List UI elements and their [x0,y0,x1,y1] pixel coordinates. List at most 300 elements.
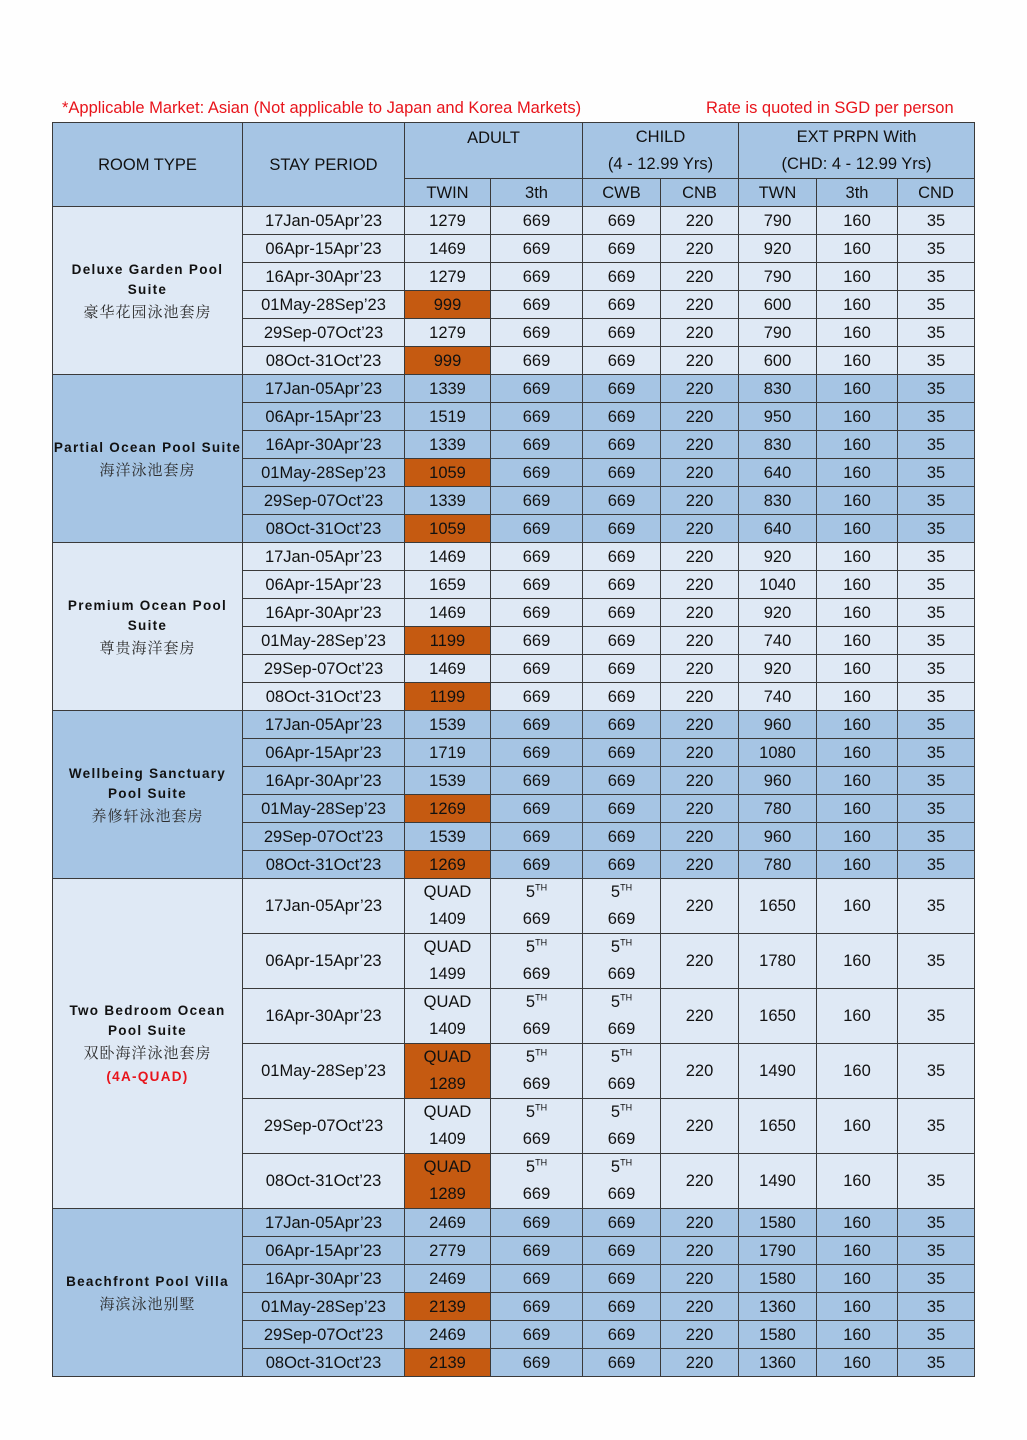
table-row [53,711,975,739]
ext-twn-cell: 950 [739,403,817,431]
cwb-rate-cell [583,934,661,989]
ext-cnd-cell: 35 [898,207,975,235]
twin-rate-cell: 1339 [405,487,491,515]
ext-twn-cell: 1490 [739,1154,817,1209]
ext-twn-cell: 740 [739,683,817,711]
ext-cnd-cell: 35 [898,851,975,879]
cwb-rate-cell: 669 [583,431,661,459]
cnb-rate-cell: 220 [661,431,739,459]
header-child-label: CHILD [635,127,686,146]
fifth-rate: 669 [607,965,636,983]
header-twin: TWIN [405,179,491,207]
cwb-rate-cell: 669 [583,655,661,683]
third-rate-cell: 669 [491,263,583,291]
ext-twn-cell: 1040 [739,571,817,599]
ext-third-cell: 160 [817,1321,898,1349]
twin-rate-cell: 1339 [405,431,491,459]
fifth-suffix: TH [535,937,548,948]
fifth-suffix: TH [620,937,633,948]
stay-period-cell: 06Apr-15Apr’23 [243,1237,405,1265]
cnb-rate-cell: 220 [661,1265,739,1293]
third-rate-cell: 669 [491,683,583,711]
stay-period-cell: 01May-28Sep’23 [243,1044,405,1099]
ext-third-cell: 160 [817,375,898,403]
twin-rate-cell: 1199 [405,627,491,655]
cwb-rate-cell: 669 [583,347,661,375]
header-room-type: ROOM TYPE [53,123,243,207]
cwb-rate-cell: 669 [583,319,661,347]
quad-label: QUAD [423,938,472,956]
ext-twn-cell: 1360 [739,1293,817,1321]
stay-period-cell: 08Oct-31Oct’23 [243,683,405,711]
ext-third-cell: 160 [817,235,898,263]
quad-rate: 1499 [429,965,466,983]
stay-period-cell: 17Jan-05Apr’23 [243,207,405,235]
third-rate-cell: 669 [491,711,583,739]
ext-cnd-cell: 35 [898,1293,975,1321]
third-rate-cell: 669 [491,571,583,599]
cwb-rate-cell: 669 [583,599,661,627]
fifth-suffix: TH [620,992,633,1003]
ext-third-cell: 160 [817,319,898,347]
fifth-label [583,1044,660,1071]
cwb-rate-cell: 669 [583,851,661,879]
third-rate-cell [491,934,583,989]
table-row [53,1209,975,1237]
ext-cnd-cell: 35 [898,319,975,347]
ext-twn-cell: 1790 [739,1237,817,1265]
cwb-rate-cell: 669 [583,487,661,515]
stay-period-cell: 17Jan-05Apr’23 [243,543,405,571]
fifth-number: 5 [525,1158,536,1176]
ext-twn-cell: 740 [739,627,817,655]
fifth-suffix: TH [535,882,548,893]
cnb-rate-cell: 220 [661,1044,739,1099]
fifth-number: 5 [525,938,536,956]
fifth-suffix: TH [620,1157,633,1168]
ext-cnd-cell: 35 [898,934,975,989]
stay-period-cell: 29Sep-07Oct’23 [243,319,405,347]
stay-period-cell: 06Apr-15Apr’23 [243,934,405,989]
ext-twn-cell: 790 [739,319,817,347]
ext-twn-cell: 790 [739,207,817,235]
cnb-rate-cell: 220 [661,711,739,739]
twin-rate-cell: 1339 [405,375,491,403]
table-row [53,543,975,571]
quad-label: QUAD [423,883,472,901]
cnb-rate-cell: 220 [661,263,739,291]
fifth-rate: 669 [607,1020,636,1038]
room-type-cell [53,879,243,1209]
third-rate-cell: 669 [491,319,583,347]
room-type-cell [53,375,243,543]
ext-third-cell: 160 [817,823,898,851]
stay-period-cell: 01May-28Sep’23 [243,1293,405,1321]
fifth-suffix: TH [535,1047,548,1058]
fifth-label [583,879,660,906]
stay-period-cell: 16Apr-30Apr’23 [243,1265,405,1293]
header-child [583,123,739,179]
fifth-rate: 669 [522,1185,551,1203]
fifth-number: 5 [610,993,621,1011]
ext-cnd-cell: 35 [898,1154,975,1209]
ext-cnd-cell: 35 [898,403,975,431]
third-rate-cell: 669 [491,627,583,655]
ext-third-cell: 160 [817,207,898,235]
cnb-rate-cell: 220 [661,515,739,543]
stay-period-cell: 08Oct-31Oct’23 [243,1349,405,1377]
cwb-rate-cell: 669 [583,711,661,739]
fifth-suffix: TH [620,1102,633,1113]
ext-twn-cell: 600 [739,291,817,319]
stay-period-cell: 08Oct-31Oct’23 [243,515,405,543]
stay-period-cell: 29Sep-07Oct’23 [243,1321,405,1349]
ext-twn-cell: 790 [739,263,817,291]
ext-twn-cell: 960 [739,823,817,851]
twin-rate-cell: 1279 [405,319,491,347]
twin-rate-cell [405,1154,491,1209]
cwb-rate-cell [583,1099,661,1154]
room-type-cell [53,1209,243,1377]
ext-cnd-cell: 35 [898,739,975,767]
table-row [53,879,975,934]
third-rate-cell: 669 [491,851,583,879]
room-name-en: Partial Ocean Pool Suite [53,439,242,455]
room-type-cell [53,711,243,879]
twin-rate-cell [405,934,491,989]
third-rate-cell [491,1099,583,1154]
rate-table [52,122,975,1377]
header-child-age: (4 - 12.99 Yrs) [607,154,714,173]
stay-period-cell: 08Oct-31Oct’23 [243,1154,405,1209]
ext-third-cell: 160 [817,851,898,879]
stay-period-cell: 29Sep-07Oct’23 [243,823,405,851]
quad-label: QUAD [423,1103,472,1121]
twin-rate-cell: 1279 [405,263,491,291]
third-rate-cell [491,1154,583,1209]
cnb-rate-cell: 220 [661,795,739,823]
fifth-number: 5 [525,1103,536,1121]
ext-cnd-cell: 35 [898,375,975,403]
ext-twn-cell: 640 [739,515,817,543]
third-rate-cell: 669 [491,767,583,795]
ext-twn-cell: 830 [739,431,817,459]
header-twn: TWN [739,179,817,207]
ext-cnd-cell: 35 [898,459,975,487]
stay-period-cell: 16Apr-30Apr’23 [243,431,405,459]
third-rate-cell: 669 [491,599,583,627]
cnb-rate-cell: 220 [661,934,739,989]
ext-twn-cell: 920 [739,599,817,627]
twin-rate-cell: 2469 [405,1209,491,1237]
fifth-number: 5 [525,1048,536,1066]
header-stay-period: STAY PERIOD [243,123,405,207]
third-rate-cell: 669 [491,1293,583,1321]
ext-third-cell: 160 [817,767,898,795]
ext-third-cell: 160 [817,627,898,655]
ext-twn-cell: 780 [739,851,817,879]
twin-rate-cell: 1539 [405,823,491,851]
fifth-number: 5 [610,1158,621,1176]
cwb-rate-cell: 669 [583,375,661,403]
twin-rate-cell: 999 [405,291,491,319]
ext-twn-cell: 1360 [739,1349,817,1377]
stay-period-cell: 08Oct-31Oct’23 [243,851,405,879]
ext-twn-cell: 1580 [739,1265,817,1293]
stay-period-cell: 08Oct-31Oct’23 [243,347,405,375]
cnb-rate-cell: 220 [661,739,739,767]
ext-third-cell: 160 [817,1099,898,1154]
cnb-rate-cell: 220 [661,1209,739,1237]
ext-third-cell: 160 [817,655,898,683]
stay-period-cell: 01May-28Sep’23 [243,627,405,655]
fifth-rate: 669 [522,1075,551,1093]
cnb-rate-cell: 220 [661,543,739,571]
cnb-rate-cell: 220 [661,291,739,319]
ext-third-cell: 160 [817,683,898,711]
header-ext-label: EXT PRPN With [796,127,917,146]
ext-twn-cell: 960 [739,711,817,739]
room-name-en: Premium Ocean Pool Suite [67,597,228,633]
cnb-rate-cell: 220 [661,1237,739,1265]
ext-cnd-cell: 35 [898,487,975,515]
stay-period-cell: 29Sep-07Oct’23 [243,655,405,683]
fifth-suffix: TH [535,1102,548,1113]
cnb-rate-cell: 220 [661,207,739,235]
stay-period-cell: 17Jan-05Apr’23 [243,711,405,739]
cnb-rate-cell: 220 [661,1293,739,1321]
ext-third-cell: 160 [817,1154,898,1209]
room-name-zh: 养修轩泳池套房 [91,806,204,825]
fifth-suffix: TH [535,1157,548,1168]
fifth-rate: 669 [522,1020,551,1038]
ext-cnd-cell: 35 [898,1265,975,1293]
fifth-label [583,989,660,1016]
ext-third-cell: 160 [817,934,898,989]
ext-cnd-cell: 35 [898,823,975,851]
ext-cnd-cell: 35 [898,571,975,599]
cwb-rate-cell: 669 [583,291,661,319]
cwb-rate-cell: 669 [583,515,661,543]
ext-cnd-cell: 35 [898,655,975,683]
twin-rate-cell: 2469 [405,1321,491,1349]
stay-period-cell: 17Jan-05Apr’23 [243,879,405,934]
header-cwb: CWB [583,179,661,207]
cwb-rate-cell: 669 [583,1265,661,1293]
stay-period-cell: 16Apr-30Apr’23 [243,767,405,795]
cwb-rate-cell: 669 [583,571,661,599]
fifth-number: 5 [610,1103,621,1121]
twin-rate-cell: 1659 [405,571,491,599]
header-ext-age: (CHD: 4 - 12.99 Yrs) [781,154,932,173]
ext-twn-cell: 920 [739,655,817,683]
room-name-en: Two Bedroom Ocean Pool Suite [69,1002,226,1038]
fifth-number: 5 [525,883,536,901]
ext-third-cell: 160 [817,403,898,431]
fifth-rate: 669 [607,1185,636,1203]
ext-cnd-cell: 35 [898,683,975,711]
ext-cnd-cell: 35 [898,599,975,627]
third-rate-cell: 669 [491,543,583,571]
fifth-rate: 669 [607,1075,636,1093]
stay-period-cell: 29Sep-07Oct’23 [243,487,405,515]
cnb-rate-cell: 220 [661,1321,739,1349]
twin-rate-cell: 1269 [405,795,491,823]
stay-period-cell: 01May-28Sep’23 [243,459,405,487]
twin-rate-cell: 1199 [405,683,491,711]
cwb-rate-cell: 669 [583,543,661,571]
cnb-rate-cell: 220 [661,767,739,795]
third-rate-cell: 669 [491,431,583,459]
cwb-rate-cell: 669 [583,627,661,655]
ext-twn-cell: 780 [739,795,817,823]
table-row [53,375,975,403]
ext-third-cell: 160 [817,459,898,487]
twin-rate-cell: 1539 [405,711,491,739]
fifth-suffix: TH [535,992,548,1003]
ext-cnd-cell: 35 [898,989,975,1044]
cnb-rate-cell: 220 [661,1154,739,1209]
cnb-rate-cell: 220 [661,459,739,487]
cwb-rate-cell: 669 [583,263,661,291]
cwb-rate-cell: 669 [583,823,661,851]
quad-rate: 1289 [429,1075,466,1093]
cwb-rate-cell [583,989,661,1044]
ext-third-cell: 160 [817,487,898,515]
third-rate-cell: 669 [491,515,583,543]
cnb-rate-cell: 220 [661,655,739,683]
twin-rate-cell: 1469 [405,543,491,571]
quad-label: QUAD [423,1048,472,1066]
ext-cnd-cell: 35 [898,627,975,655]
room-name-en: Deluxe Garden Pool Suite [71,261,224,297]
market-note: *Applicable Market: Asian (Not applicable to Japan and Korea Markets) [62,99,582,117]
cwb-rate-cell [583,879,661,934]
stay-period-cell: 01May-28Sep’23 [243,795,405,823]
ext-cnd-cell: 35 [898,291,975,319]
cnb-rate-cell: 220 [661,403,739,431]
stay-period-cell: 16Apr-30Apr’23 [243,989,405,1044]
twin-rate-cell: 1469 [405,235,491,263]
cwb-rate-cell: 669 [583,1237,661,1265]
third-rate-cell: 669 [491,375,583,403]
stay-period-cell: 16Apr-30Apr’23 [243,599,405,627]
fifth-label [491,934,582,961]
room-name-zh: 豪华花园泳池套房 [83,302,212,321]
third-rate-cell: 669 [491,403,583,431]
fifth-label [491,879,582,906]
ext-cnd-cell: 35 [898,767,975,795]
ext-third-cell: 160 [817,1209,898,1237]
cwb-rate-cell: 669 [583,1293,661,1321]
header-cnb: CNB [661,179,739,207]
stay-period-cell: 16Apr-30Apr’23 [243,263,405,291]
twin-rate-cell [405,1099,491,1154]
cwb-rate-cell: 669 [583,767,661,795]
quad-rate: 1409 [429,1130,466,1148]
ext-cnd-cell: 35 [898,347,975,375]
ext-twn-cell: 830 [739,375,817,403]
ext-cnd-cell: 35 [898,1044,975,1099]
ext-twn-cell: 600 [739,347,817,375]
third-rate-cell [491,1044,583,1099]
cwb-rate-cell [583,1044,661,1099]
room-name-zh: 双卧海洋泳池套房 [83,1043,212,1062]
third-rate-cell: 669 [491,795,583,823]
ext-twn-cell: 1650 [739,879,817,934]
stay-period-cell: 01May-28Sep’23 [243,291,405,319]
third-rate-cell: 669 [491,1237,583,1265]
fifth-rate: 669 [607,1130,636,1148]
third-rate-cell: 669 [491,207,583,235]
fifth-rate: 669 [607,910,636,928]
ext-third-cell: 160 [817,1349,898,1377]
twin-rate-cell: 1269 [405,851,491,879]
stay-period-cell: 06Apr-15Apr’23 [243,403,405,431]
header-ext [739,123,975,179]
cnb-rate-cell: 220 [661,235,739,263]
third-rate-cell: 669 [491,1265,583,1293]
fifth-label [583,1099,660,1126]
ext-third-cell: 160 [817,263,898,291]
ext-third-cell: 160 [817,515,898,543]
cnb-rate-cell: 220 [661,823,739,851]
third-rate-cell: 669 [491,347,583,375]
ext-third-cell: 160 [817,599,898,627]
twin-rate-cell: 2779 [405,1237,491,1265]
cwb-rate-cell: 669 [583,1209,661,1237]
header-ext-third: 3th [817,179,898,207]
cnb-rate-cell: 220 [661,599,739,627]
ext-cnd-cell: 35 [898,711,975,739]
ext-third-cell: 160 [817,431,898,459]
quad-rate: 1409 [429,910,466,928]
ext-cnd-cell: 35 [898,1349,975,1377]
twin-rate-cell [405,1044,491,1099]
cnb-rate-cell: 220 [661,989,739,1044]
ext-third-cell: 160 [817,1265,898,1293]
cwb-rate-cell: 669 [583,683,661,711]
ext-twn-cell: 960 [739,767,817,795]
ext-third-cell: 160 [817,291,898,319]
room-name-zh: 海滨泳池别墅 [99,1294,196,1313]
ext-twn-cell: 1650 [739,989,817,1044]
cwb-rate-cell: 669 [583,235,661,263]
stay-period-cell: 29Sep-07Oct’23 [243,1099,405,1154]
cnb-rate-cell: 220 [661,319,739,347]
ext-cnd-cell: 35 [898,1099,975,1154]
ext-cnd-cell: 35 [898,795,975,823]
twin-rate-cell: 1539 [405,767,491,795]
twin-rate-cell: 2139 [405,1293,491,1321]
third-rate-cell: 669 [491,739,583,767]
ext-cnd-cell: 35 [898,235,975,263]
cwb-rate-cell: 669 [583,459,661,487]
fifth-suffix: TH [620,882,633,893]
fifth-number: 5 [610,883,621,901]
cnb-rate-cell: 220 [661,851,739,879]
cnb-rate-cell: 220 [661,683,739,711]
cnb-rate-cell: 220 [661,375,739,403]
room-name-zh: 海洋泳池套房 [99,460,196,479]
header-adult: ADULT [405,123,583,179]
stay-period-cell: 06Apr-15Apr’23 [243,235,405,263]
twin-rate-cell: 2139 [405,1349,491,1377]
ext-cnd-cell: 35 [898,515,975,543]
ext-twn-cell: 1580 [739,1209,817,1237]
ext-third-cell: 160 [817,571,898,599]
header-third: 3th [491,179,583,207]
